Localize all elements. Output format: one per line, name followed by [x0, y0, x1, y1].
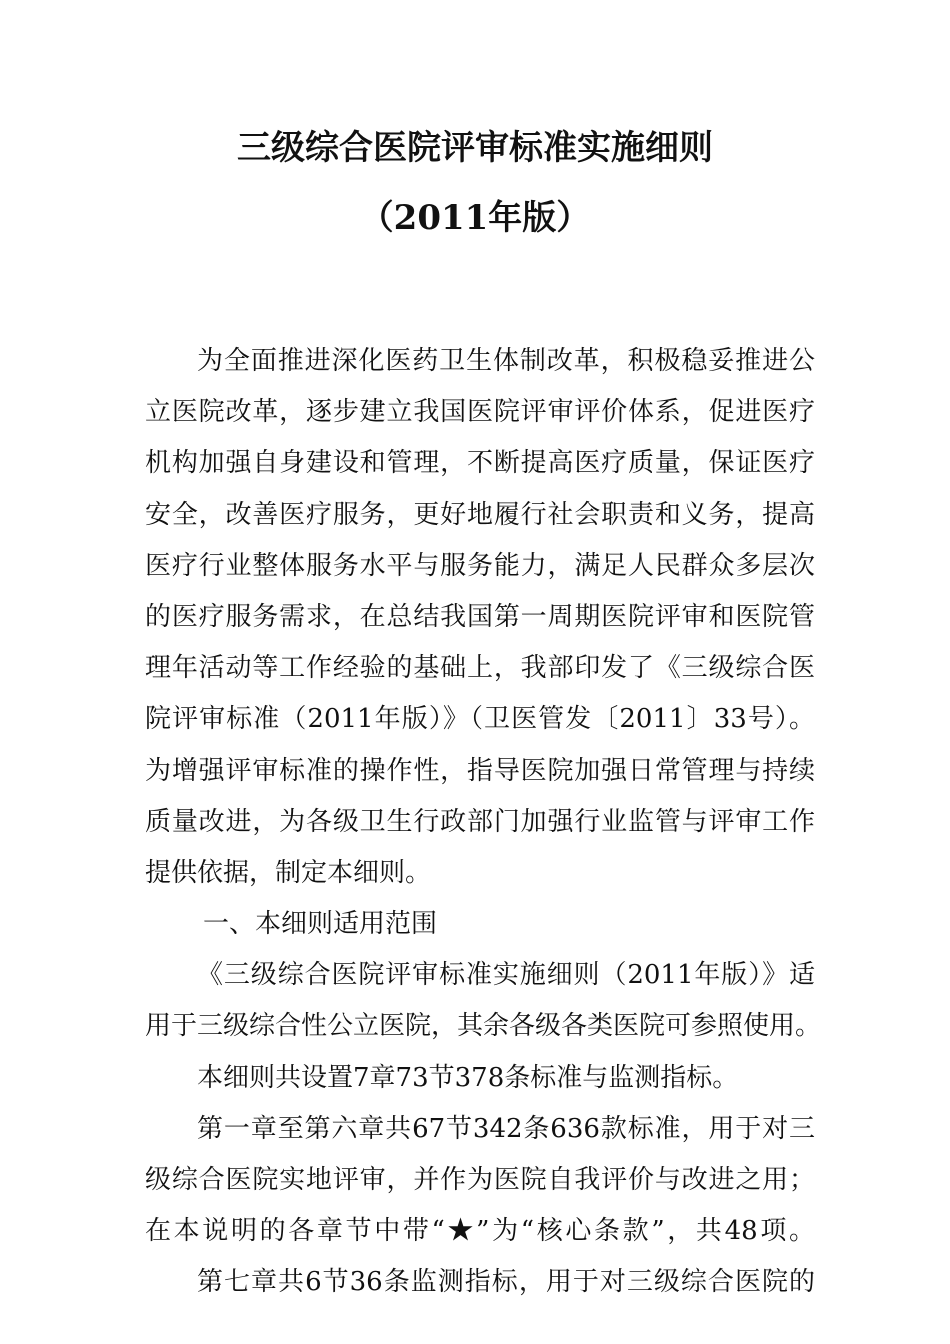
paragraph-line: 在本说明的各章节中带“★”为“核心条款”，共48项。	[145, 1216, 815, 1247]
paragraph-line: 本细则共设置7章73节378条标准与监测指标。	[197, 1062, 739, 1093]
paragraph-line: 《三级综合医院评审标准实施细则（2011年版）》适	[197, 960, 815, 991]
paragraph-line: 质量改进，为各级卫生行政部门加强行业监管与评审工作	[145, 806, 815, 837]
document-body	[145, 336, 822, 1309]
paragraph-line: 用于三级综合性公立医院，其余各级各类医院可参照使用。	[145, 1011, 822, 1042]
paragraph-line: 机构加强自身建设和管理，不断提高医疗质量，保证医疗	[145, 448, 815, 479]
paragraph-line: 级综合医院实地评审，并作为医院自我评价与改进之用；	[145, 1165, 815, 1195]
paragraph-line: 第七章共6节36条监测指标，用于对三级综合医院的	[197, 1267, 815, 1298]
paragraph-line: 提供依据，制定本细则。	[145, 857, 432, 888]
document-title: 三级综合医院评审标准实施细则	[237, 128, 713, 168]
paragraph-line: 安全，改善医疗服务，更好地履行社会职责和义务，提高	[145, 499, 815, 530]
paragraph-line: 的医疗服务需求，在总结我国第一周期医院评审和医院管	[145, 601, 815, 632]
paragraph-line: 为全面推进深化医药卫生体制改革，积极稳妥推进公	[197, 346, 815, 376]
document-subtitle: （2011年版）	[359, 198, 591, 238]
section-heading: 一、本细则适用范围	[203, 909, 438, 940]
paragraph-line: 第一章至第六章共67节342条636款标准，用于对三	[197, 1113, 815, 1144]
paragraph-line: 立医院改革，逐步建立我国医院评审评价体系，促进医疗	[145, 397, 815, 428]
paragraph-line: 院评审标准（2011年版）》（卫医管发〔2011〕33号）。	[145, 704, 815, 735]
paragraph-line: 理年活动等工作经验的基础上，我部印发了《三级综合医	[145, 653, 815, 684]
paragraph-line: 为增强评审标准的操作性，指导医院加强日常管理与持续	[145, 755, 815, 786]
paragraph-line: 医疗行业整体服务水平与服务能力，满足人民群众多层次	[145, 550, 815, 581]
